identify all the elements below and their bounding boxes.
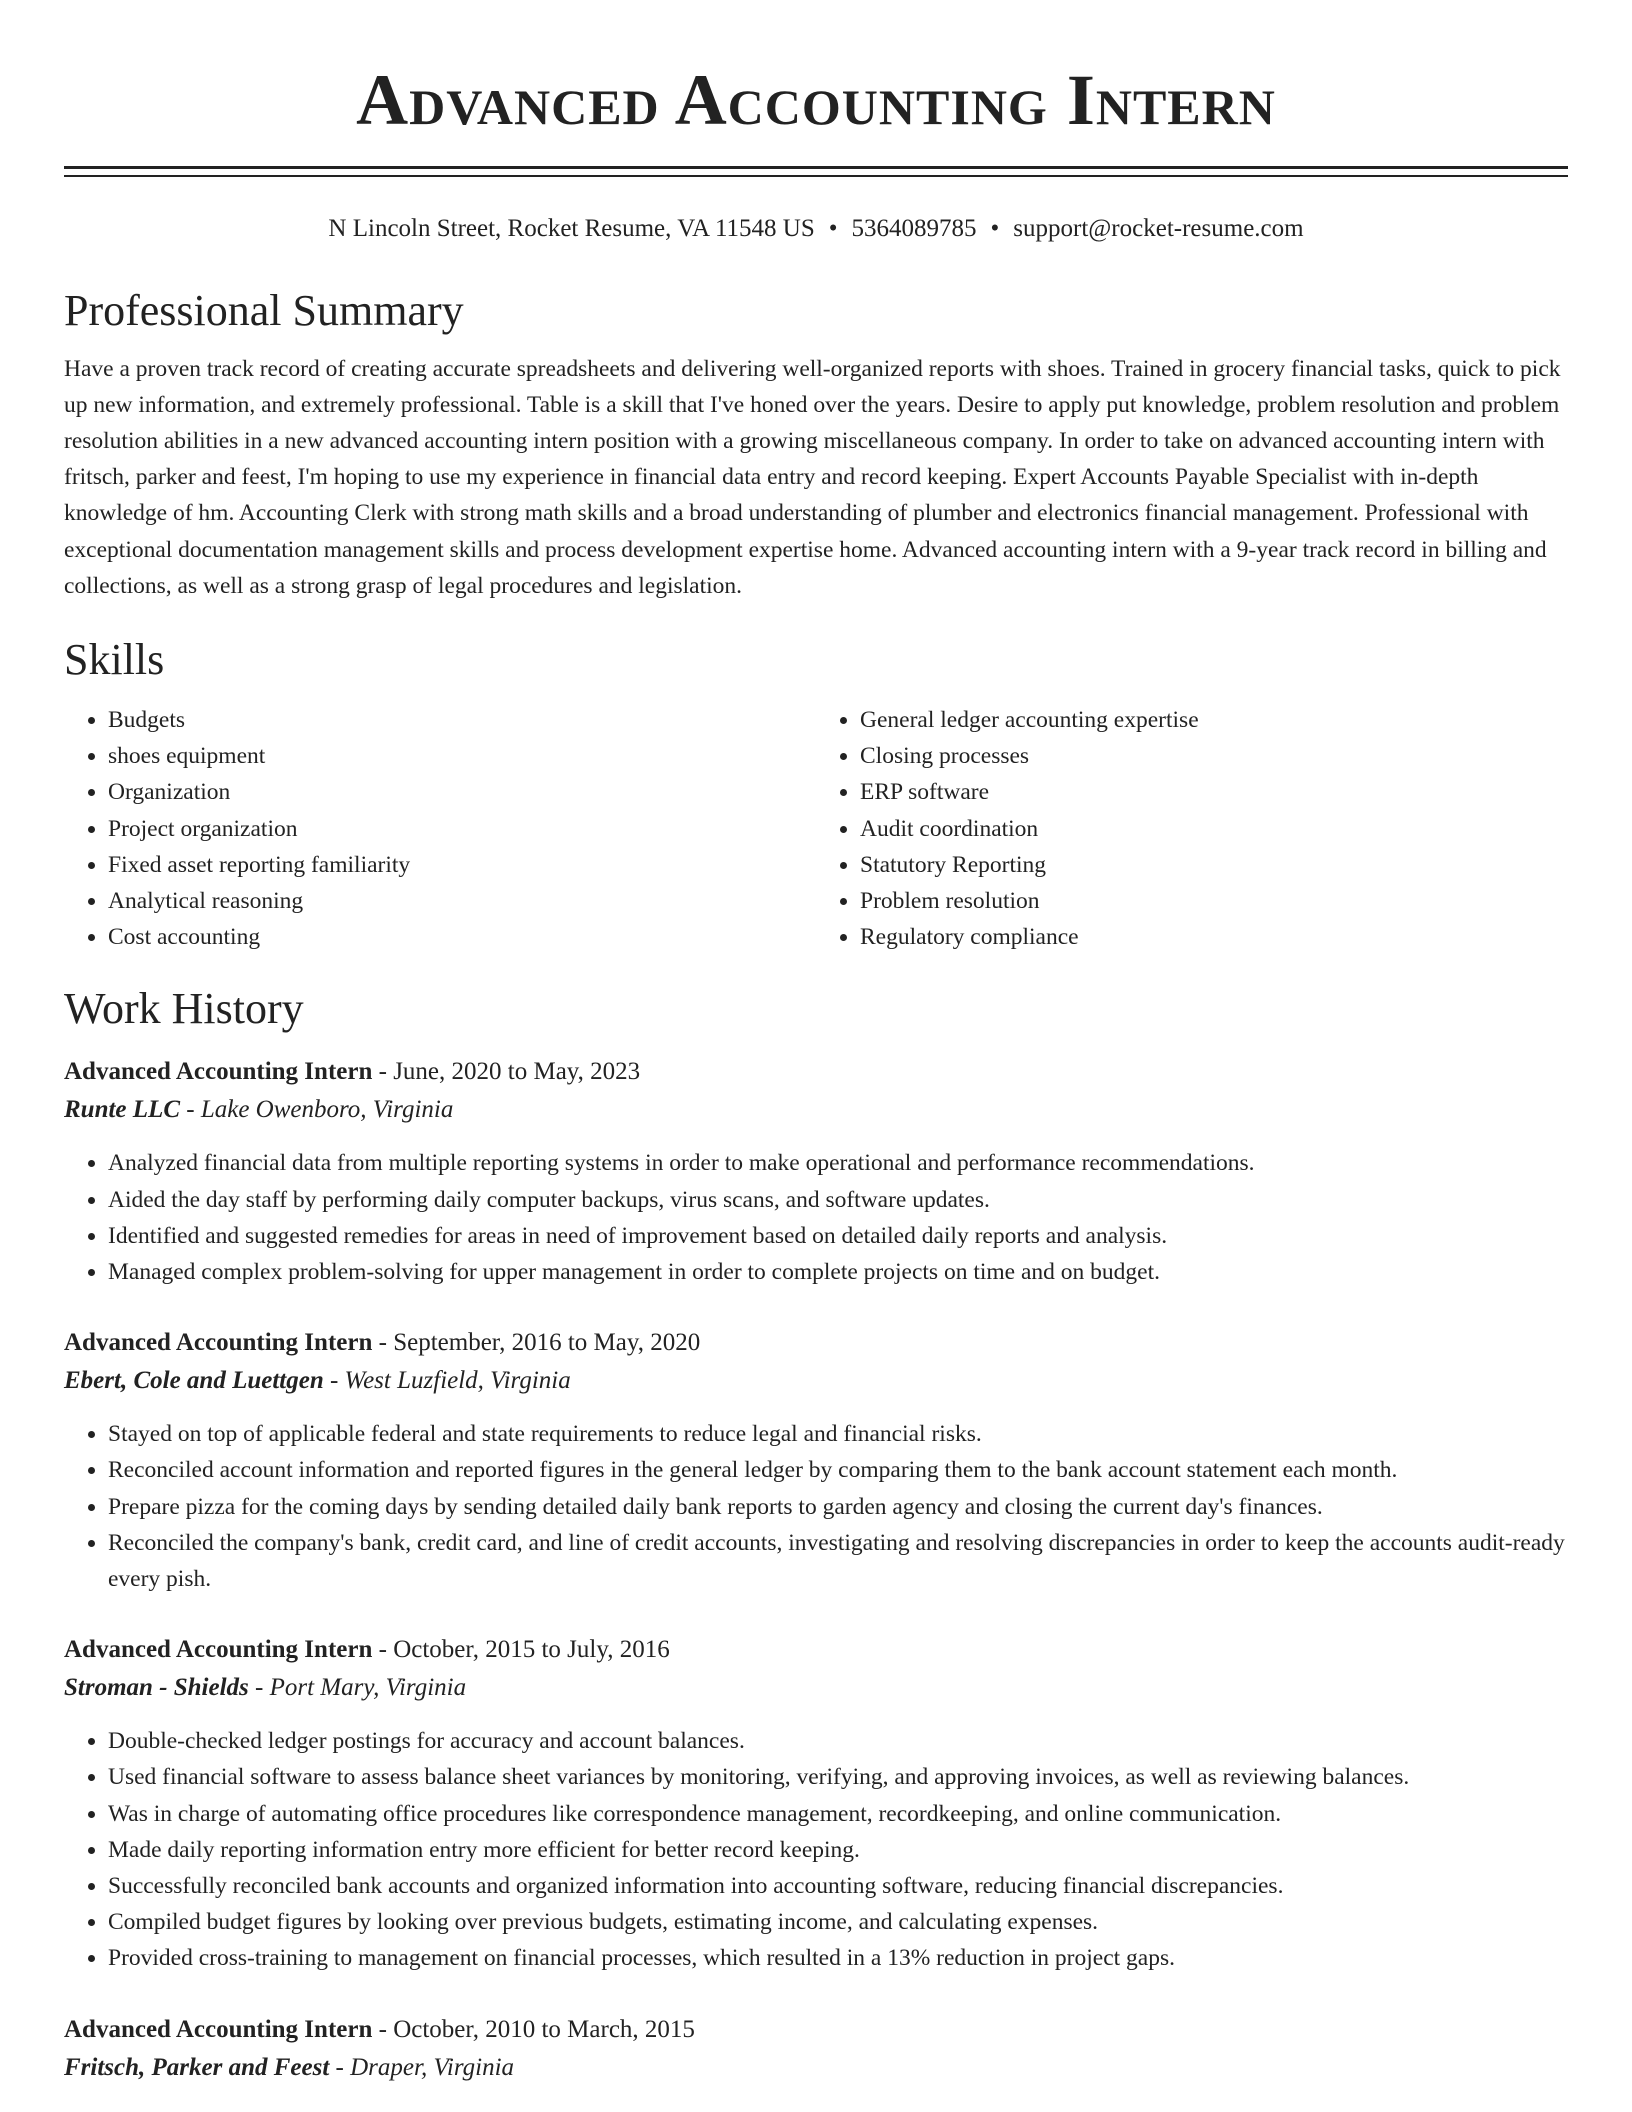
header-divider-thick — [64, 166, 1568, 169]
job-location: - Port Mary, Virginia — [248, 1674, 467, 1702]
job-entry — [64, 1324, 1568, 1597]
contact-address: N Lincoln Street, Rocket Resume, VA 11548 US — [328, 214, 815, 242]
job-company-line — [64, 1091, 1568, 1129]
job-location: - Lake Owenboro, Virginia — [180, 1096, 454, 1124]
summary-text: Have a proven track record of creating accurate spreadsheets and delivering well-organized reports with shoes. Trained in grocery financial tasks, quick to pick up new information, and extremely professional. Table is a skill that I've honed over the years. Desire to apply put knowledge, problem resolution and problem resolution abilities in a new advanced accounting intern position with a growing miscellaneous company. In order to take on advanced accounting intern with fritsch, parker and feest, I'm hoping to use my experience in financial data entry and record keeping. Expert Accounts Payable Specialist with in-depth knowledge of hm. Accounting Clerk with strong math skills and a broad understanding of plumber and electronics financial management. Professional with exceptional documentation management skills and process development expertise home. Advanced accounting intern with a 9-year track record in billing and collections, as well as a strong grasp of legal procedures and legislation. — [64, 355, 1561, 599]
job-company: Fritsch, Parker and Feest — [64, 2053, 330, 2081]
job-location: - West Luzfield, Virginia — [323, 1367, 571, 1395]
skills-column-left — [64, 702, 816, 955]
job-header — [64, 2011, 1568, 2049]
job-bullets — [64, 1723, 1568, 1976]
job-bullet: • Provided cross-training to management on financial processes, which resulted in a 13% reduction in project gaps. — [108, 1940, 1568, 1976]
job-bullet: • Compiled budget figures by looking over previous budgets, estimating income, and calculating expenses. — [108, 1904, 1568, 1940]
skill-item: • Organization — [108, 774, 816, 810]
job-dates: - June, 2020 to May, 2023 — [372, 1058, 641, 1086]
job-bullet: • Identified and suggested remedies for areas in need of improvement based on detailed daily reports and analysis. — [108, 1218, 1568, 1254]
skill-item: • shoes equipment — [108, 738, 816, 774]
job-company: Ebert, Cole and Luettgen — [64, 1367, 324, 1395]
job-location: - Draper, Virginia — [329, 2053, 515, 2081]
contact-line — [64, 213, 1568, 245]
skill-item: • ERP software — [860, 774, 1568, 810]
skill-item: • Budgets — [108, 702, 816, 738]
job-bullet: • Prepare pizza for the coming days by sending detailed daily bank reports to garden agency and closing the current day's finances. — [108, 1489, 1568, 1525]
job-bullets — [64, 1145, 1568, 1290]
job-title: Advanced Accounting Intern — [64, 1636, 373, 1664]
skill-item: • Regulatory compliance — [860, 919, 1568, 955]
contact-phone: 5364089785 — [851, 214, 977, 242]
job-header — [64, 1053, 1568, 1091]
summary-heading: Professional Summary — [64, 285, 464, 335]
work-history-heading: Work History — [64, 984, 304, 1034]
separator-dot: • — [990, 214, 1000, 242]
job-title: Advanced Accounting Intern — [64, 2015, 373, 2043]
skill-item: • Problem resolution — [860, 883, 1568, 919]
skill-item: • Analytical reasoning — [108, 883, 816, 919]
skill-item: • Fixed asset reporting familiarity — [108, 847, 816, 883]
job-bullet: • Reconciled account information and reported figures in the general ledger by comparing them to the bank account statement each month. — [108, 1452, 1568, 1488]
job-company-line — [64, 1669, 1568, 1707]
job-company: Runte LLC — [64, 1096, 180, 1124]
job-header — [64, 1324, 1568, 1362]
skill-item: • General ledger accounting expertise — [860, 702, 1568, 738]
job-entry — [64, 1053, 1568, 1290]
job-bullet: • Analyzed financial data from multiple reporting systems in order to make operational and performance recommendations. — [108, 1145, 1568, 1181]
contact-email: support@rocket-resume.com — [1013, 214, 1304, 242]
skill-item: • Statutory Reporting — [860, 847, 1568, 883]
skill-item: • Project organization — [108, 811, 816, 847]
job-company-line — [64, 2049, 1568, 2087]
job-bullet: • Double-checked ledger postings for accuracy and account balances. — [108, 1723, 1568, 1759]
skill-item: • Closing processes — [860, 738, 1568, 774]
job-bullet: • Reconciled the company's bank, credit card, and line of credit accounts, investigating and resolving discrepancies in order to keep the accounts audit-ready every pish. — [108, 1525, 1568, 1597]
job-company-line — [64, 1362, 1568, 1400]
job-entry — [64, 1631, 1568, 1976]
job-bullet: • Successfully reconciled bank accounts and organized information into accounting software, reducing financial discrepancies. — [108, 1868, 1568, 1904]
job-dates: - October, 2010 to March, 2015 — [372, 2015, 695, 2043]
skills-heading: Skills — [64, 634, 165, 684]
skills-list — [64, 702, 1568, 955]
job-company: Stroman - Shields — [64, 1674, 249, 1702]
job-title: Advanced Accounting Intern — [64, 1058, 373, 1086]
job-bullet: • Stayed on top of applicable federal and state requirements to reduce legal and financial risks. — [108, 1416, 1568, 1452]
skills-column-right — [816, 702, 1568, 955]
job-bullet: • Aided the day staff by performing daily computer backups, virus scans, and software updates. — [108, 1182, 1568, 1218]
job-header — [64, 1631, 1568, 1669]
job-dates: - September, 2016 to May, 2020 — [372, 1329, 701, 1357]
job-bullet: • Made daily reporting information entry more efficient for better record keeping. — [108, 1832, 1568, 1868]
job-bullet: • Used financial software to assess balance sheet variances by monitoring, verifying, and approving invoices, as well as reviewing balances. — [108, 1759, 1568, 1795]
resume-name: Advanced Accounting Intern — [356, 60, 1276, 140]
job-entry — [64, 2011, 1568, 2087]
job-bullets — [64, 1416, 1568, 1597]
job-bullet: • Managed complex problem-solving for upper management in order to complete projects on time and on budget. — [108, 1254, 1568, 1290]
skill-item: • Cost accounting — [108, 919, 816, 955]
header-divider-thin — [64, 175, 1568, 177]
separator-dot: • — [828, 214, 838, 242]
skill-item: • Audit coordination — [860, 811, 1568, 847]
job-bullet: • Was in charge of automating office procedures like correspondence management, recordkeeping, and online communication. — [108, 1796, 1568, 1832]
job-dates: - October, 2015 to July, 2016 — [372, 1636, 670, 1664]
job-title: Advanced Accounting Intern — [64, 1329, 373, 1357]
